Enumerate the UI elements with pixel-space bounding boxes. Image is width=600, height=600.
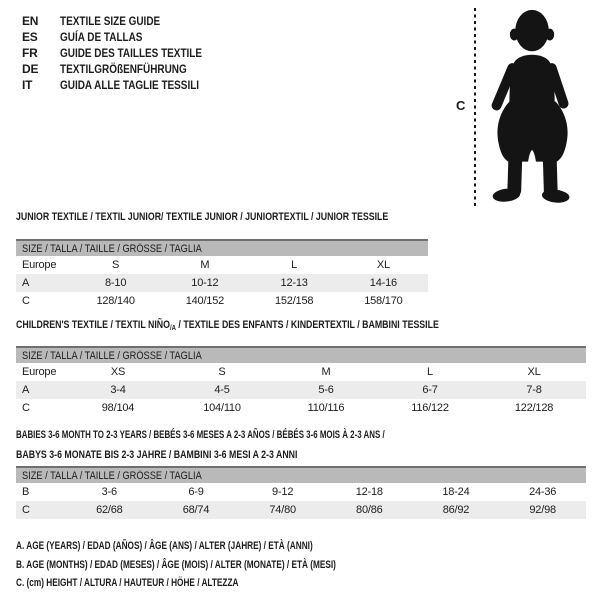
children-section-title <box>16 319 545 332</box>
row-label: A <box>22 384 30 396</box>
row-label: Europe <box>22 259 57 271</box>
table-row-age-months <box>16 483 586 501</box>
table-cell: 68/74 <box>182 504 210 516</box>
table-cell: 6-9 <box>188 486 204 498</box>
table-cell: S <box>112 259 120 271</box>
lang-title: TEXTILGRÖßENFÜHRUNG <box>60 62 187 76</box>
table-row-height <box>16 292 428 310</box>
table-cell: 12-18 <box>355 486 383 498</box>
babies-size-table <box>16 466 586 519</box>
table-row-age <box>16 274 428 292</box>
babies-title-line1: BABIES 3-6 MONTH TO 2-3 YEARS / BEBÉS 3-6 MESES A 2-3 AÑOS / BÉBÉS 3-6 MOIS À 2-3 ANS / <box>16 429 385 441</box>
table-cell: 92/98 <box>529 504 556 516</box>
children-title-post: / TEXTILE DES ENFANTS / KINDERTEXTIL / BAMBINI TESSILE <box>175 319 439 331</box>
size-header-row <box>16 347 586 363</box>
babies-title-line2-wrap <box>16 445 528 465</box>
legend-line-b <box>16 556 443 575</box>
lang-title: GUIDE DES TAILLES TEXTILE <box>60 46 203 60</box>
table-cell: 7-8 <box>526 384 542 396</box>
size-header-text: SIZE / TALLA / TAILLE / GRÖSSE / TAGLIA <box>22 469 202 482</box>
lang-row-de <box>22 61 231 77</box>
lang-code: EN <box>22 14 39 28</box>
size-header-row <box>16 240 428 256</box>
table-cell: 110/116 <box>307 402 345 414</box>
table-cell: 116/122 <box>411 402 449 414</box>
lang-code: DE <box>22 62 39 76</box>
table-cell: 62/68 <box>96 504 123 516</box>
height-measure-dashed-line <box>474 8 476 209</box>
lang-code: ES <box>22 30 38 44</box>
size-header-cell <box>16 467 586 483</box>
table-cell: 14-16 <box>369 277 397 289</box>
measurement-legend <box>16 537 443 593</box>
table-cell: 3-4 <box>110 384 126 396</box>
legend-line-c-text: C. (cm) HEIGHT / ALTURA / HAUTEUR / HÖHE / ALTEZZA <box>16 577 239 589</box>
size-header-text: SIZE / TALLA / TAILLE / GRÖSSE / TAGLIA <box>22 349 202 362</box>
baby-silhouette-image <box>484 5 584 207</box>
babies-title-line2: BABYS 3-6 MONATE BIS 2-3 JAHRE / BAMBINI 3-6 MESI A 2-3 ANNI <box>16 449 298 461</box>
row-label: Europe <box>22 366 57 378</box>
lang-title: GUÍA DE TALLAS <box>60 30 143 44</box>
legend-line-c <box>16 574 443 593</box>
junior-section-title <box>16 211 481 223</box>
table-cell: 5-6 <box>318 384 334 396</box>
row-label: C <box>22 504 30 516</box>
height-measure-label: C <box>456 98 466 113</box>
children-section-title-text <box>16 319 439 332</box>
table-row-height <box>16 399 586 417</box>
legend-line-a <box>16 537 443 556</box>
table-cell: 140/152 <box>185 295 225 307</box>
table-cell: XL <box>527 366 541 378</box>
junior-size-table <box>16 239 428 310</box>
table-row-europe <box>16 363 586 381</box>
table-cell: 4-5 <box>214 384 230 396</box>
babies-section-title <box>16 425 528 465</box>
table-cell: 18-24 <box>442 486 470 498</box>
table-cell: L <box>291 259 298 271</box>
table-cell: 74/80 <box>269 504 296 516</box>
size-header-row <box>16 467 586 483</box>
row-label: C <box>22 295 30 307</box>
children-title-pre: CHILDREN'S TEXTILE / TEXTIL NIÑO <box>16 319 170 331</box>
children-size-table <box>16 346 586 417</box>
lang-code: FR <box>22 46 38 60</box>
table-row-age <box>16 381 586 399</box>
row-label: B <box>22 486 30 498</box>
table-cell: L <box>427 366 433 378</box>
lang-row-it <box>22 77 231 93</box>
table-cell: 122/128 <box>514 402 554 414</box>
table-cell: 104/110 <box>203 402 241 414</box>
table-cell: S <box>218 366 226 378</box>
babies-title-line1-wrap <box>16 425 528 445</box>
table-cell: 80/86 <box>356 504 383 516</box>
table-cell: 9-12 <box>272 486 294 498</box>
table-cell: 152/158 <box>274 295 314 307</box>
table-row-europe <box>16 256 428 274</box>
size-header-text: SIZE / TALLA / TAILLE / GRÖSSE / TAGLIA <box>22 242 202 255</box>
table-cell: M <box>200 259 210 271</box>
table-cell: M <box>321 366 331 378</box>
legend-line-a-text: A. AGE (YEARS) / EDAD (AÑOS) / ÂGE (ANS) / ALTER (JAHRE) / ETÀ (ANNI) <box>16 540 313 552</box>
language-title-list <box>22 13 231 93</box>
table-cell: 3-6 <box>101 486 117 498</box>
legend-line-b-text: B. AGE (MONTHS) / EDAD (MESES) / ÂGE (MOIS) / ALTER (MONATE) / ETÀ (MESI) <box>16 558 336 571</box>
lang-row-fr <box>22 45 231 61</box>
lang-code: IT <box>22 78 33 92</box>
junior-section-title-text: JUNIOR TEXTILE / TEXTIL JUNIOR/ TEXTILE JUNIOR / JUNIORTEXTIL / JUNIOR TESSILE <box>16 211 389 223</box>
table-row-height <box>16 501 586 519</box>
table-cell: 158/170 <box>364 295 403 307</box>
table-cell: 8-10 <box>105 277 127 289</box>
table-cell: 10-12 <box>191 277 219 289</box>
table-cell: 12-13 <box>280 277 308 289</box>
table-cell: 6-7 <box>422 384 438 396</box>
lang-title: GUIDA ALLE TAGLIE TESSILI <box>60 78 200 92</box>
lang-title: TEXTILE SIZE GUIDE <box>60 14 161 28</box>
lang-row-en <box>22 13 231 29</box>
size-header-cell <box>16 240 428 256</box>
lang-row-es <box>22 29 231 45</box>
row-label: A <box>22 277 30 289</box>
row-label: C <box>22 402 30 414</box>
table-cell: 86/92 <box>442 504 470 516</box>
size-header-cell <box>16 347 586 363</box>
table-cell: XS <box>110 366 126 378</box>
table-cell: 128/140 <box>96 295 135 307</box>
table-cell: 98/104 <box>101 402 135 414</box>
table-cell: 24-36 <box>529 486 557 498</box>
table-cell: XL <box>376 259 390 271</box>
children-title-subscript: /A <box>169 323 176 332</box>
